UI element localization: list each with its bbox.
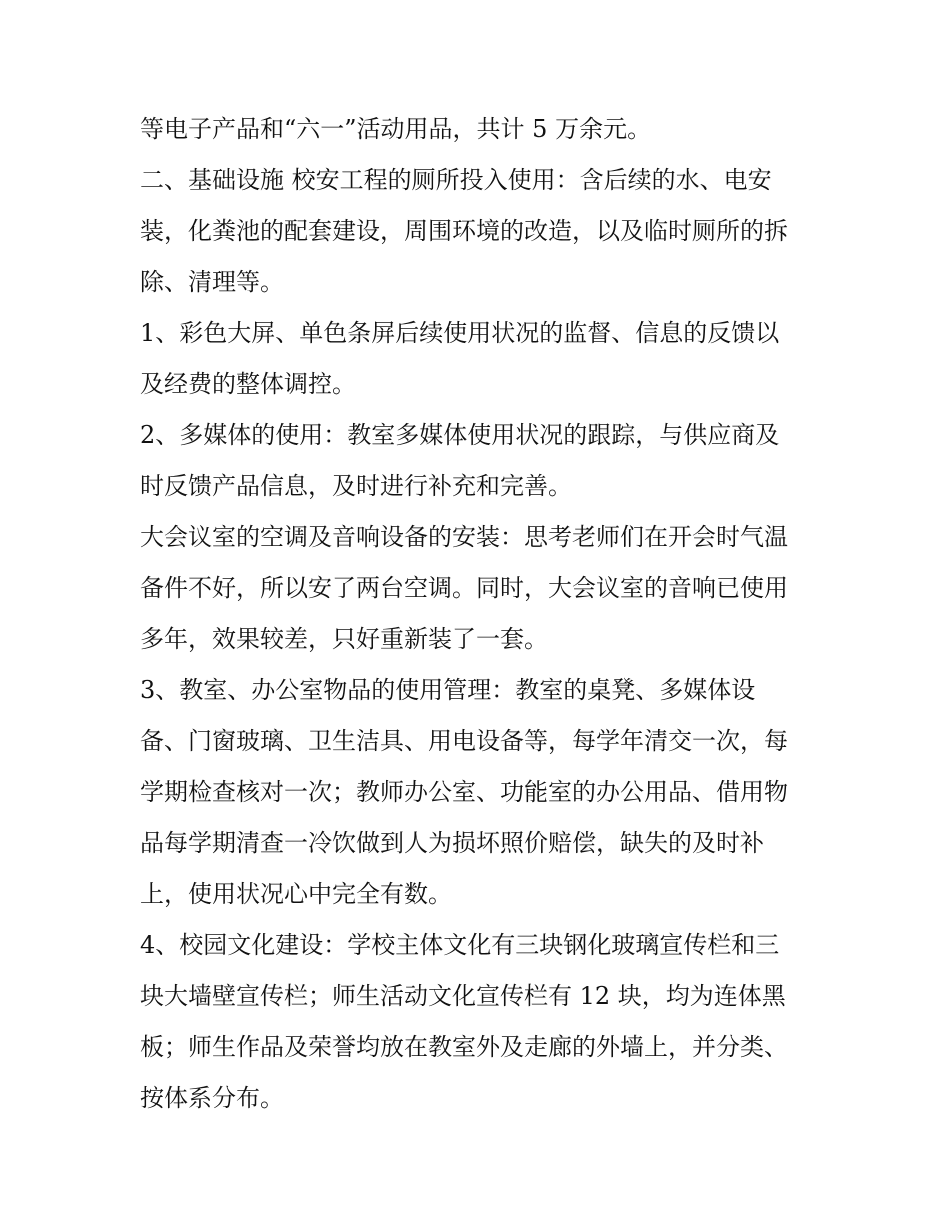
text-line: 板；师生作品及荣誉均放在教室外及走廊的外墙上，并分类、 <box>140 1033 788 1061</box>
text-line: 除、清理等。 <box>140 268 284 296</box>
document-body <box>140 104 820 1124</box>
text-line: 4、校园文化建设：学校主体文化有三块钢化玻璃宣传栏和三 <box>140 931 780 959</box>
text-line: 及经费的整体调控。 <box>140 370 356 398</box>
text-line: 2、多媒体的使用：教室多媒体使用状况的跟踪，与供应商及 <box>140 421 780 449</box>
text-line: 块大墙壁宣传栏；师生活动文化宣传栏有 12 块，均为连体黑 <box>140 982 786 1010</box>
text-line: 备件不好，所以安了两台空调。同时，大会议室的音响已使用 <box>140 574 788 602</box>
text-line: 1、彩色大屏、单色条屏后续使用状况的监督、信息的反馈以 <box>140 319 780 347</box>
text-line: 装，化粪池的配套建设，周围环境的改造，以及临时厕所的拆 <box>140 217 788 245</box>
text-line: 上，使用状况心中完全有数。 <box>140 880 452 908</box>
text-line: 按体系分布。 <box>140 1084 284 1112</box>
text-line: 大会议室的空调及音响设备的安装：思考老师们在开会时气温 <box>140 523 788 551</box>
text-line: 学期检查核对一次；教师办公室、功能室的办公用品、借用物 <box>140 778 788 806</box>
text-line: 二、基础设施 校安工程的厕所投入使用：含后续的水、电安 <box>140 166 772 194</box>
text-line: 备、门窗玻璃、卫生洁具、用电设备等，每学年清交一次，每 <box>140 727 788 755</box>
text-line: 3、教室、办公室物品的使用管理：教室的桌凳、多媒体设 <box>140 676 756 704</box>
text-line: 多年，效果较差，只好重新装了一套。 <box>140 625 548 653</box>
text-line: 品每学期清查一冷饮做到人为损坏照价赔偿，缺失的及时补 <box>140 829 764 857</box>
text-line: 时反馈产品信息，及时进行补充和完善。 <box>140 472 572 500</box>
text-line: 等电子产品和“六一”活动用品，共计 5 万余元。 <box>140 115 652 143</box>
